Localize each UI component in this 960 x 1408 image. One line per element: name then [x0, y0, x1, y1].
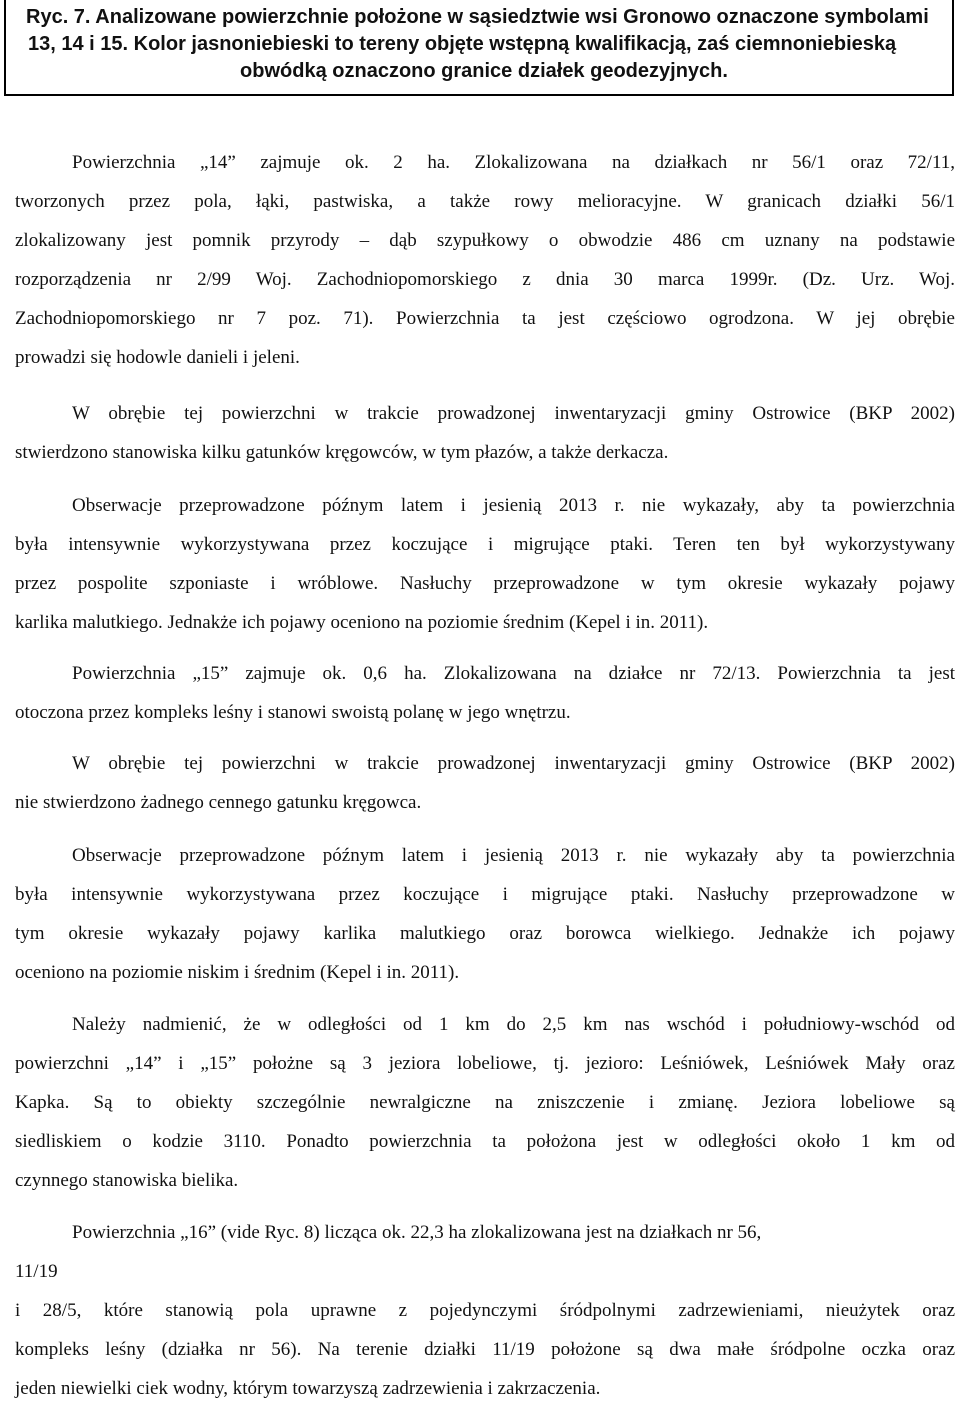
text-line: karlika malutkiego. Jednakże ich pojawy oceniono na poziomie średnim (Kepel i in. 2011).	[15, 612, 709, 633]
text-line: kompleks leśny (działka nr 56). Na terenie działki 11/19 położone są dwa małe śródpolne oczka oraz	[15, 1339, 955, 1360]
text-line: Powierzchnia „15” zajmuje ok. 0,6 ha. Zlokalizowana na działce nr 72/13. Powierzchnia ta jest	[72, 663, 955, 684]
text-line: W obrębie tej powierzchni w trakcie prowadzonej inwentaryzacji gminy Ostrowice (BKP 2002)	[72, 753, 955, 774]
text-line: przez pospolite szponiaste i wróblowe. Nasłuchy przeprowadzone w tym okresie wykazały pojawy	[15, 573, 955, 594]
text-line: Należy nadmienić, że w odległości od 1 km do 2,5 km nas wschód i południowy-wschód od	[72, 1014, 955, 1035]
text-line: W obrębie tej powierzchni w trakcie prowadzonej inwentaryzacji gminy Ostrowice (BKP 2002)	[72, 403, 955, 424]
text-line: Obserwacje przeprowadzone późnym latem i jesienią 2013 r. nie wykazały, aby ta powierzchnia	[72, 495, 955, 516]
text-line: prowadzi się hodowle danieli i jeleni.	[15, 347, 300, 368]
text-line: i 28/5, które stanowią pola uprawne z pojedynczymi śródpolnymi zadrzewieniami, nieużytek oraz	[15, 1300, 955, 1321]
paragraph-1	[15, 143, 955, 377]
text-line: stwierdzono stanowiska kilku gatunków kręgowców, w tym płazów, a także derkacza.	[15, 442, 669, 463]
text-line: czynnego stanowiska bielika.	[15, 1170, 239, 1191]
caption-line-2: 13, 14 i 15. Kolor jasnoniebieski to tereny objęte wstępną kwalifikacją, zaś ciemnoniebieską	[28, 33, 897, 55]
text-line: zlokalizowany jest pomnik przyrody – dąb szypułkowy o obwodzie 486 cm uznany na podstawie	[15, 230, 955, 251]
paragraph-3	[15, 486, 955, 642]
text-line: siedliskiem o kodzie 3110. Ponadto powierzchnia ta położona jest w odległości około 1 km od	[15, 1131, 955, 1152]
text-line: była intensywnie wykorzystywana przez koczujące i migrujące ptaki. Teren ten był wykorzystywany	[15, 534, 955, 555]
text-line: tym okresie wykazały pojawy karlika malutkiego oraz borowca wielkiego. Jednakże ich pojawy	[15, 923, 955, 944]
text-line: jeden niewielki ciek wodny, którym towarzyszą zadrzewienia i zakrzaczenia.	[15, 1378, 601, 1399]
paragraph-4	[15, 654, 955, 732]
figure-caption	[4, 0, 954, 96]
paragraph-7	[15, 1005, 955, 1200]
paragraph-5	[15, 744, 955, 822]
text-line: powierzchni „14” i „15” położne są 3 jeziora lobeliowe, tj. jezioro: Leśniówek, Leśniówek Mały oraz	[15, 1053, 955, 1074]
caption-line-1: Ryc. 7. Analizowane powierzchnie położone w sąsiedztwie wsi Gronowo oznaczone symbolami	[26, 6, 929, 28]
text-line: Powierzchnia „14” zajmuje ok. 2 ha. Zlokalizowana na działkach nr 56/1 oraz 72/11,	[72, 152, 955, 173]
text-line: Kapka. Są to obiekty szczególnie newralgiczne na zniszczenie i zmianę. Jeziora lobeliowe są	[15, 1092, 955, 1113]
caption-line-3: obwódką oznaczono granice działek geodezyjnych.	[240, 60, 728, 82]
text-line: była intensywnie wykorzystywana przez koczujące i migrujące ptaki. Nasłuchy przeprowadzone w	[15, 884, 955, 905]
paragraph-6	[15, 836, 955, 992]
text-line: rozporządzenia nr 2/99 Woj. Zachodniopomorskiego z dnia 30 marca 1999r. (Dz. Urz. Woj.	[15, 269, 955, 290]
text-line: Powierzchnia „16” (vide Ryc. 8) licząca ok. 22,3 ha zlokalizowana jest na działkach nr 56,	[72, 1222, 762, 1243]
text-line: Obserwacje przeprowadzone późnym latem i jesienią 2013 r. nie wykazały aby ta powierzchnia	[72, 845, 955, 866]
paragraph-2	[15, 394, 955, 472]
text-line: 11/19	[15, 1261, 58, 1282]
text-line: otoczona przez kompleks leśny i stanowi swoistą polanę w jego wnętrzu.	[15, 702, 571, 723]
paragraph-8	[15, 1213, 955, 1408]
text-line: Zachodniopomorskiego nr 7 poz. 71). Powierzchnia ta jest częściowo ogrodzona. W jej obrębie	[15, 308, 955, 329]
text-line: tworzonych przez pola, łąki, pastwiska, a także rowy melioracyjne. W granicach działki 56/1	[15, 191, 955, 212]
text-line: nie stwierdzono żadnego cennego gatunku kręgowca.	[15, 792, 422, 813]
text-line: oceniono na poziomie niskim i średnim (Kepel i in. 2011).	[15, 962, 460, 983]
